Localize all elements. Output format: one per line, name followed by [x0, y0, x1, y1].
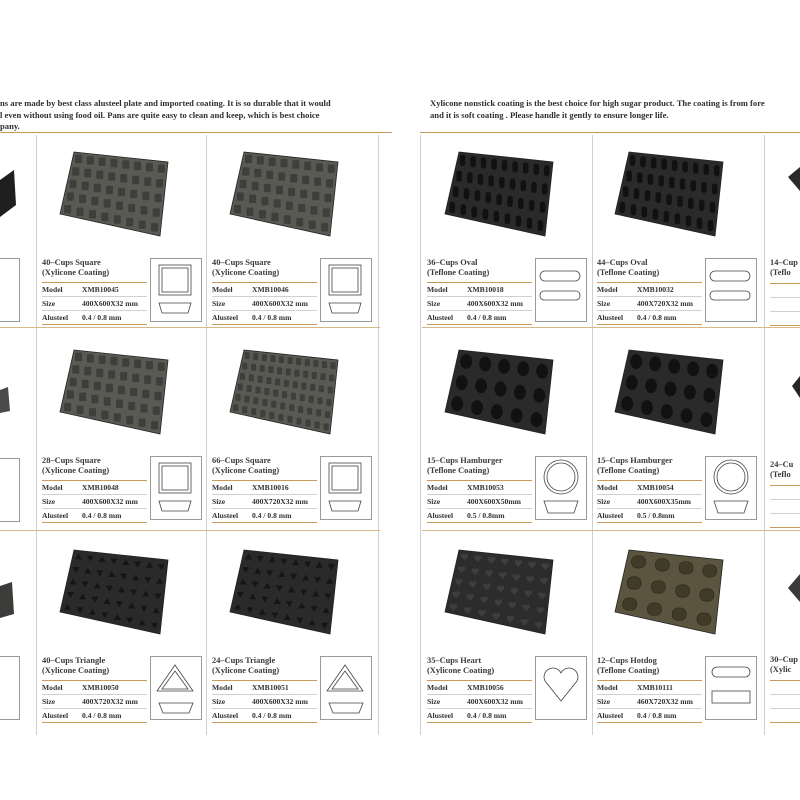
product-card [42, 140, 202, 330]
spec-label: Model [597, 285, 618, 294]
dimension-diagram [535, 258, 587, 322]
spec-value: 400X600X32 mm [82, 497, 138, 506]
spec-row-alusteel [427, 310, 532, 325]
spec-row-alusteel [42, 508, 147, 523]
spec-row [770, 485, 800, 499]
spec-row [770, 499, 800, 513]
spec-label: Alusteel [42, 711, 69, 720]
spec-row-alusteel [597, 708, 702, 723]
spec-value: XMB10048 [82, 483, 119, 492]
dimension-diagram-partial [0, 258, 20, 322]
product-title-partial [770, 655, 798, 675]
dimension-diagram-partial [0, 656, 20, 720]
spec-label: Model [42, 285, 63, 294]
spec-row-alusteel [597, 508, 702, 523]
product-photo [226, 542, 350, 638]
spec-value: 400X600X32 mm [467, 299, 523, 308]
product-name: 66–Cups Square [212, 456, 271, 465]
spec-row-size [212, 296, 317, 310]
spec-row-size [427, 296, 532, 310]
spec-label: Model [212, 483, 233, 492]
spec-row-size [597, 296, 702, 310]
product-name: 40–Cups Square [212, 258, 271, 267]
product-card [597, 140, 757, 330]
spec-row [770, 297, 800, 311]
product-title [427, 656, 494, 676]
spec-table [42, 480, 147, 523]
spec-value: 400X600X32 mm [252, 299, 308, 308]
spec-row-size [42, 296, 147, 310]
dimension-diagram [535, 456, 587, 520]
spec-label: Alusteel [42, 511, 69, 520]
intro-line: ns are made by best class alusteel plate and imported coating. It is so durable that it would [0, 98, 331, 108]
dimension-diagram [535, 656, 587, 720]
product-title [597, 456, 673, 476]
product-card [42, 338, 202, 528]
dimension-diagram-partial [0, 458, 20, 522]
title-line: 14–Cup [770, 258, 798, 267]
spec-label: Alusteel [212, 711, 239, 720]
product-title [42, 456, 109, 476]
spec-row [770, 513, 800, 528]
product-coating: (Xylicone Coating) [212, 466, 280, 475]
intro-text-right [430, 98, 800, 121]
product-title [427, 456, 503, 476]
product-name: 15–Cups Hamburger [597, 456, 673, 465]
spec-row-alusteel [212, 310, 317, 325]
intro-line: Xylicone nonstick coating is the best choice for high sugar product. The coating is from fore [430, 98, 765, 108]
spec-label: Size [42, 299, 56, 308]
spec-value: 0.4 / 0.8 mm [82, 313, 122, 322]
spec-label: Model [42, 483, 63, 492]
spec-row-model [212, 282, 317, 296]
product-photo [56, 342, 180, 438]
spec-label: Alusteel [597, 711, 624, 720]
spec-row [770, 311, 800, 326]
product-title [42, 258, 109, 278]
product-title [212, 656, 279, 676]
intro-rule-left [0, 132, 392, 133]
spec-row-alusteel [427, 508, 532, 523]
spec-table [42, 282, 147, 325]
product-name: 15–Cups Hamburger [427, 456, 503, 465]
spec-row-alusteel [597, 310, 702, 325]
spec-value: XMB10054 [637, 483, 674, 492]
spec-row-model [212, 480, 317, 494]
spec-row [770, 708, 800, 723]
spec-row-model [212, 680, 317, 694]
spec-label: Alusteel [597, 313, 624, 322]
spec-label: Model [212, 683, 233, 692]
intro-text-left [0, 98, 392, 133]
product-coating: (Xylicone Coating) [212, 268, 280, 277]
product-name: 40–Cups Square [42, 258, 101, 267]
product-card [427, 338, 587, 528]
spec-value: XMB10018 [467, 285, 504, 294]
spec-label: Alusteel [212, 511, 239, 520]
spec-label: Alusteel [427, 711, 454, 720]
spec-row-alusteel [427, 708, 532, 723]
spec-label: Alusteel [42, 313, 69, 322]
product-coating: (Xylicone Coating) [42, 268, 110, 277]
spec-value: XMB10050 [82, 683, 119, 692]
product-coating: (Teflone Coating) [427, 466, 490, 475]
intro-line: and it is soft coating . Please handle it gently to ensure longer life. [430, 109, 669, 120]
column-divider [592, 135, 593, 735]
spec-table-partial [770, 680, 800, 723]
spec-value: XMB10051 [252, 683, 289, 692]
spec-label: Model [212, 285, 233, 294]
spec-table-partial [770, 283, 800, 326]
spec-label: Model [427, 483, 448, 492]
product-coating: (Teflone Coating) [597, 466, 660, 475]
spec-row-model [42, 680, 147, 694]
spec-value: XMB10056 [467, 683, 504, 692]
product-card [597, 538, 757, 728]
spec-value: 0.4 / 0.8 mm [252, 313, 292, 322]
spec-row-size [212, 694, 317, 708]
spec-value: 0.4 / 0.8 mm [252, 511, 292, 520]
spec-value: 0.4 / 0.8 mm [637, 711, 677, 720]
dimension-diagram [150, 258, 202, 322]
row-rule [0, 530, 380, 531]
product-coating: (Xylicone Coating) [427, 666, 495, 675]
spec-row-alusteel [212, 708, 317, 723]
dimension-diagram [705, 656, 757, 720]
spec-label: Alusteel [427, 313, 454, 322]
product-title [212, 258, 279, 278]
spec-row-model [427, 480, 532, 494]
spec-label: Size [427, 697, 441, 706]
spec-value: XMB10111 [637, 683, 673, 692]
product-name: 40–Cups Triangle [42, 656, 106, 665]
product-photo-partial [790, 372, 800, 402]
spec-label: Alusteel [427, 511, 454, 520]
intro-line: pany. [0, 121, 20, 131]
product-title [597, 258, 659, 278]
spec-value: 400X720X32 mm [82, 697, 138, 706]
spec-label: Size [212, 497, 226, 506]
spec-value: 400X600X32 mm [252, 697, 308, 706]
spec-row [770, 694, 800, 708]
product-name: 35–Cups Heart [427, 656, 482, 665]
product-name: 28–Cups Square [42, 456, 101, 465]
spec-table [42, 680, 147, 723]
spec-table [597, 680, 702, 723]
spec-value: 0.4 / 0.8 mm [252, 711, 292, 720]
spec-row-size [42, 694, 147, 708]
product-name: 12–Cups Hotdog [597, 656, 657, 665]
spec-row-size [597, 694, 702, 708]
intro-rule-right [420, 132, 800, 133]
dimension-diagram [320, 656, 372, 720]
product-photo [56, 542, 180, 638]
product-photo [226, 144, 350, 240]
product-title [597, 656, 659, 676]
product-photo [226, 342, 350, 438]
spec-table [597, 282, 702, 325]
product-title-partial [770, 258, 798, 278]
spec-row-alusteel [42, 708, 147, 723]
title-line: (Teflo [770, 268, 791, 277]
spec-value: XMB10053 [467, 483, 504, 492]
spec-value: 400X600X32 mm [82, 299, 138, 308]
product-coating: (Teflone Coating) [597, 268, 660, 277]
product-title-partial [770, 460, 793, 480]
spec-value: 400X600X35mm [637, 497, 691, 506]
spec-value: XMB10032 [637, 285, 674, 294]
product-card [212, 338, 372, 528]
product-title [427, 258, 489, 278]
product-card [597, 338, 757, 528]
spec-value: 0.4 / 0.8 mm [637, 313, 677, 322]
product-card [212, 140, 372, 330]
product-photo [441, 542, 565, 638]
product-coating: (Xylicone Coating) [42, 666, 110, 675]
product-photo [441, 144, 565, 240]
product-card [427, 140, 587, 330]
spec-row-alusteel [42, 310, 147, 325]
product-photo [441, 342, 565, 438]
product-photo [611, 144, 735, 240]
spec-table [212, 480, 317, 523]
spec-table [427, 680, 532, 723]
spec-row-model [427, 282, 532, 296]
dimension-diagram [705, 258, 757, 322]
spec-value: 400X600X32 mm [467, 697, 523, 706]
spec-value: XMB10016 [252, 483, 289, 492]
spec-row-model [427, 680, 532, 694]
spec-label: Size [427, 299, 441, 308]
product-coating: (Teflone Coating) [597, 666, 660, 675]
product-card [212, 538, 372, 728]
spec-table [427, 282, 532, 325]
column-divider [378, 135, 379, 735]
spec-label: Size [212, 299, 226, 308]
spec-label: Model [597, 683, 618, 692]
spec-row [770, 283, 800, 297]
spec-label: Alusteel [212, 313, 239, 322]
spec-value: XMB10046 [252, 285, 289, 294]
row-rule [422, 530, 800, 531]
spec-row-size [597, 494, 702, 508]
spec-table-partial [770, 485, 800, 528]
product-name: 36–Cups Oval [427, 258, 478, 267]
spec-label: Model [427, 683, 448, 692]
product-coating: (Xylicone Coating) [42, 466, 110, 475]
dimension-diagram [150, 656, 202, 720]
product-coating: (Teflone Coating) [427, 268, 490, 277]
column-divider [206, 135, 207, 735]
title-line: 30–Cup [770, 655, 798, 664]
product-title [42, 656, 109, 676]
spec-table [212, 282, 317, 325]
spec-row-model [597, 680, 702, 694]
spec-value: 400X720X32 mm [252, 497, 308, 506]
title-line: 24–Cu [770, 460, 794, 469]
spec-label: Size [597, 497, 611, 506]
dimension-diagram [705, 456, 757, 520]
dimension-diagram [150, 456, 202, 520]
spec-table [212, 680, 317, 723]
product-name: 44–Cups Oval [597, 258, 648, 267]
spec-label: Size [597, 299, 611, 308]
product-photo-partial [786, 572, 800, 604]
spec-row-size [42, 494, 147, 508]
product-name: 24–Cups Triangle [212, 656, 276, 665]
dimension-diagram [320, 456, 372, 520]
column-divider [420, 135, 421, 735]
spec-label: Size [597, 697, 611, 706]
spec-value: 0.5 / 0.8mm [467, 511, 505, 520]
spec-row-model [597, 480, 702, 494]
spec-label: Size [42, 497, 56, 506]
spec-row-alusteel [212, 508, 317, 523]
dimension-diagram [320, 258, 372, 322]
spec-table [597, 480, 702, 523]
spec-value: 0.5 / 0.8mm [637, 511, 675, 520]
spec-row-size [427, 494, 532, 508]
product-photo [611, 542, 735, 638]
spec-value: 460X720X32 mm [637, 697, 693, 706]
product-photo [56, 144, 180, 240]
spec-row-size [212, 494, 317, 508]
title-line: (Teflo [770, 470, 791, 479]
spec-label: Model [597, 483, 618, 492]
spec-row-model [42, 282, 147, 296]
spec-value: XMB10045 [82, 285, 119, 294]
spec-label: Size [212, 697, 226, 706]
intro-line: l even without using food oil. Pans are quite easy to clean and keep, which is best choice [0, 109, 320, 120]
spec-label: Size [427, 497, 441, 506]
product-photo-partial [0, 165, 16, 225]
product-photo-partial [0, 385, 10, 415]
product-coating: (Xylicone Coating) [212, 666, 280, 675]
spec-label: Model [42, 683, 63, 692]
spec-label: Alusteel [597, 511, 624, 520]
spec-label: Size [42, 697, 56, 706]
spec-row-model [42, 480, 147, 494]
spec-value: 400X720X32 mm [637, 299, 693, 308]
column-divider [764, 135, 765, 735]
title-line: (Xylic [770, 665, 792, 674]
product-card [42, 538, 202, 728]
column-divider [36, 135, 37, 735]
product-title [212, 456, 279, 476]
spec-row [770, 680, 800, 694]
product-card [427, 538, 587, 728]
spec-table [427, 480, 532, 523]
spec-value: 0.4 / 0.8 mm [467, 711, 507, 720]
product-photo-partial [784, 165, 800, 195]
spec-value: 0.4 / 0.8 mm [467, 313, 507, 322]
spec-value: 400X600X50mm [467, 497, 521, 506]
product-photo [611, 342, 735, 438]
product-photo-partial [0, 580, 14, 620]
spec-row-size [427, 694, 532, 708]
spec-row-model [597, 282, 702, 296]
spec-value: 0.4 / 0.8 mm [82, 511, 122, 520]
spec-value: 0.4 / 0.8 mm [82, 711, 122, 720]
spec-label: Model [427, 285, 448, 294]
